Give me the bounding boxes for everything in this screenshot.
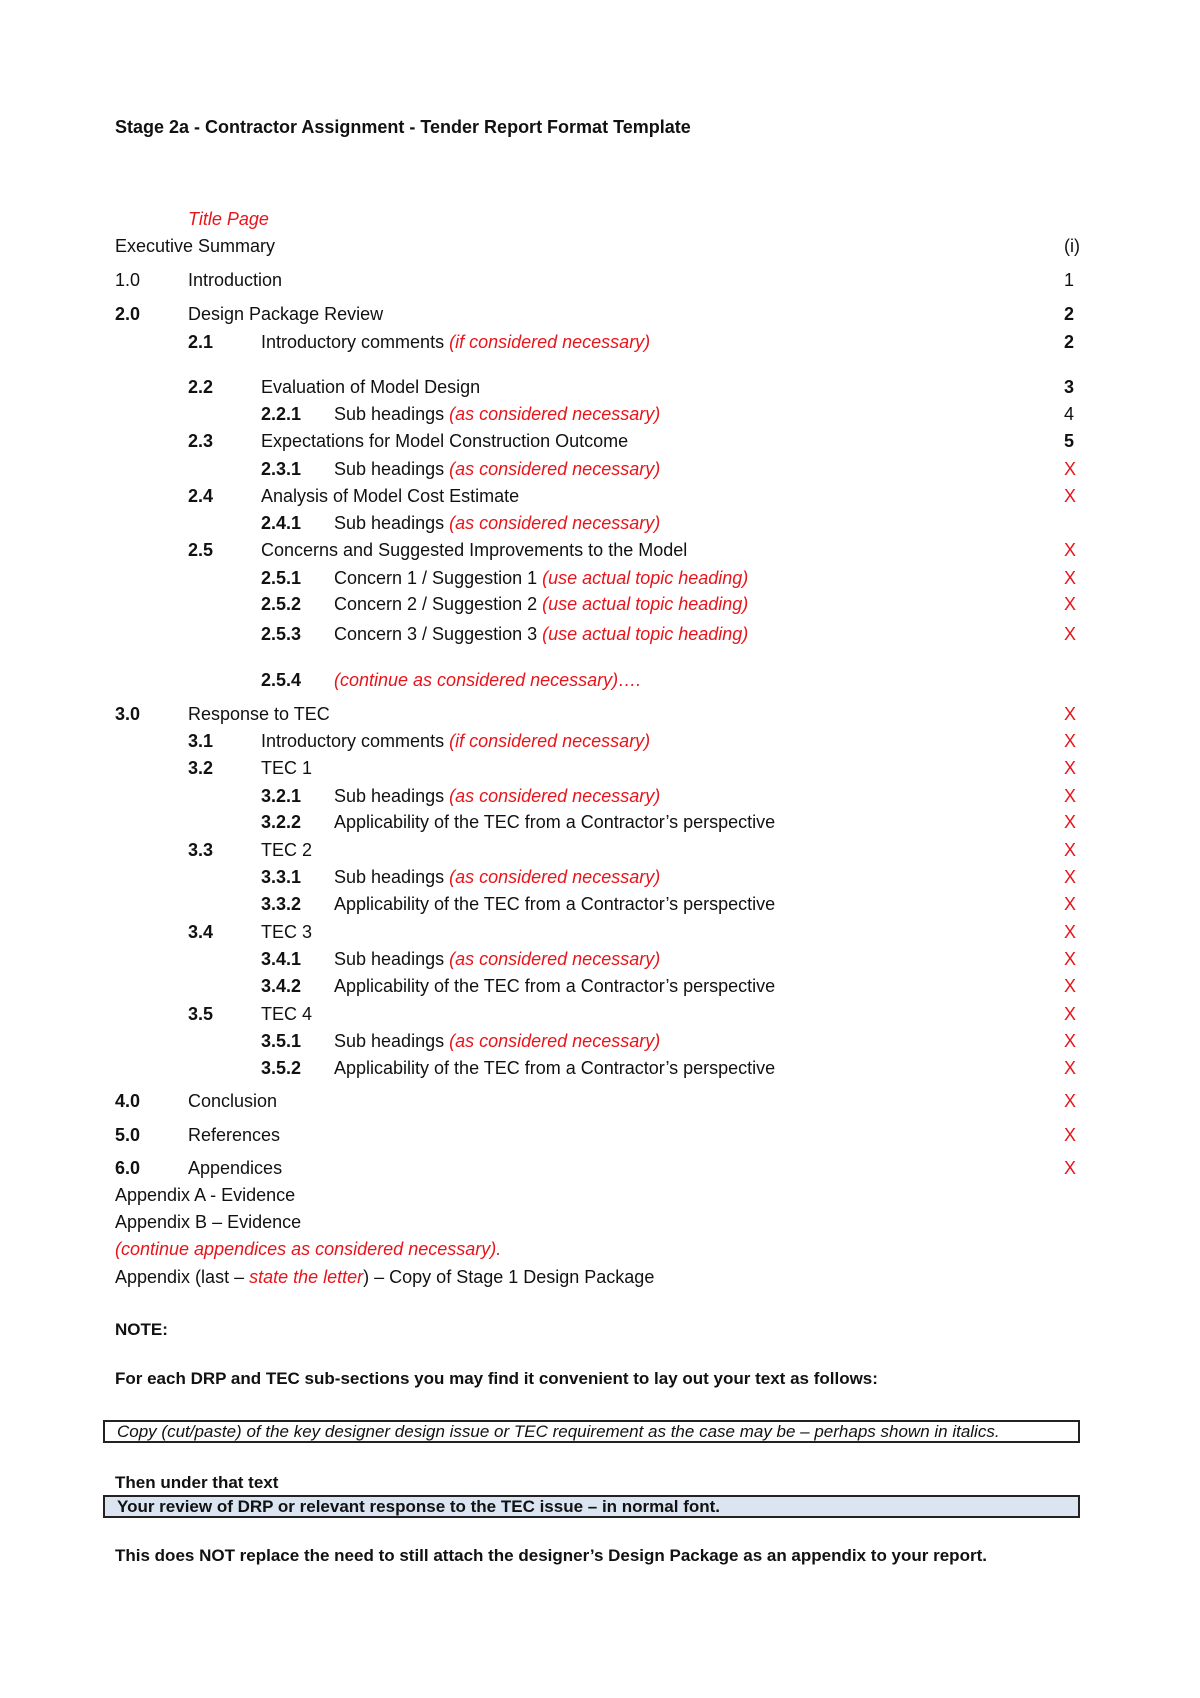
toc-row	[0, 1057, 1200, 1079]
appendix-last: Appendix (last – state the letter) – Copy of Stage 1 Design Package	[115, 1267, 655, 1287]
toc-num: 6.0	[115, 1158, 141, 1178]
toc-row	[0, 1030, 1200, 1052]
toc-num: 3.5.1	[261, 1031, 302, 1051]
appendix-line	[0, 1238, 1200, 1260]
toc-text: References	[188, 1125, 281, 1145]
toc-row	[0, 1124, 1200, 1146]
toc-page: X	[1064, 976, 1077, 996]
toc-row	[0, 303, 1200, 325]
toc-page: 2	[1064, 304, 1075, 324]
toc-num: 2.3.1	[261, 459, 302, 479]
toc-text: Concern 2 / Suggestion 2 (use actual topic heading)	[334, 594, 749, 614]
toc-num: 2.5	[188, 540, 214, 560]
toc-text: Introductory comments (if considered necessary)	[261, 731, 651, 751]
toc-row	[0, 1157, 1200, 1179]
toc-text: Concern 3 / Suggestion 3 (use actual topic heading)	[334, 624, 749, 644]
toc-row	[0, 948, 1200, 970]
toc-num: 3.3.2	[261, 894, 302, 914]
toc-num: 2.5.2	[261, 594, 302, 614]
toc-page: X	[1064, 594, 1077, 614]
toc-num: 3.2.2	[261, 812, 302, 832]
toc-text: TEC 2	[261, 840, 313, 860]
appendix-line	[0, 1211, 1200, 1233]
toc-text: TEC 4	[261, 1004, 313, 1024]
toc-row	[0, 235, 1200, 257]
toc-page: X	[1064, 949, 1077, 969]
toc-page: X	[1064, 624, 1077, 644]
toc-text: TEC 3	[261, 922, 313, 942]
toc-text: Introduction	[188, 270, 283, 290]
toc-page: X	[1064, 486, 1077, 506]
toc-row	[0, 1003, 1200, 1025]
toc-text: Response to TEC	[188, 704, 330, 724]
toc-num: 2.2.1	[261, 404, 302, 424]
example-box-normal: Your review of DRP or relevant response to the TEC issue – in normal font.	[103, 1495, 1080, 1518]
toc-text: (continue as considered necessary)….	[334, 670, 642, 690]
toc-page: X	[1064, 758, 1077, 778]
toc-page: X	[1064, 1004, 1077, 1024]
toc-num: 2.4.1	[261, 513, 302, 533]
toc-text: Design Package Review	[188, 304, 384, 324]
toc-row	[0, 593, 1200, 615]
toc-row	[0, 430, 1200, 452]
toc-page: X	[1064, 1125, 1077, 1145]
toc-num: 3.5.2	[261, 1058, 302, 1078]
toc-num: 2.3	[188, 431, 214, 451]
toc-row	[0, 866, 1200, 888]
note-then: Then under that text	[115, 1473, 279, 1492]
toc-page: X	[1064, 459, 1077, 479]
toc-num: 3.0	[115, 704, 141, 724]
toc-num: 3.5	[188, 1004, 214, 1024]
toc-page: X	[1064, 1091, 1077, 1111]
toc-text: Sub headings (as considered necessary)	[334, 786, 661, 806]
note-intro: For each DRP and TEC sub-sections you may find it convenient to lay out your text as follows:	[115, 1369, 878, 1388]
toc-text: Conclusion	[188, 1091, 278, 1111]
toc-text: Sub headings (as considered necessary)	[334, 867, 661, 887]
toc-text: Appendices	[188, 1158, 283, 1178]
toc-page: (i)	[1064, 236, 1080, 256]
toc-text: Sub headings (as considered necessary)	[334, 949, 661, 969]
toc-page: 4	[1064, 404, 1075, 424]
toc-num: 2.5.4	[261, 670, 302, 690]
toc-num: 4.0	[115, 1091, 141, 1111]
appendix-line	[0, 1184, 1200, 1206]
toc-page: X	[1064, 867, 1077, 887]
note-label: NOTE:	[115, 1320, 168, 1339]
toc-row	[0, 893, 1200, 915]
toc-text: Sub headings (as considered necessary)	[334, 513, 661, 533]
toc-row	[0, 811, 1200, 833]
appendix-line	[0, 1266, 1200, 1288]
toc-title-page-label: Title Page	[188, 209, 269, 229]
toc-num: 3.4	[188, 922, 214, 942]
toc-row	[0, 1090, 1200, 1112]
toc-text: Evaluation of Model Design	[261, 377, 481, 397]
toc-num: 2.5.3	[261, 624, 302, 644]
toc-text: Concern 1 / Suggestion 1 (use actual topic heading)	[334, 568, 749, 588]
toc-page: 5	[1064, 431, 1075, 451]
toc-row	[0, 403, 1200, 425]
toc-text: Introductory comments (if considered necessary)	[261, 332, 651, 352]
toc-text: Concerns and Suggested Improvements to the Model	[261, 540, 688, 560]
toc-page: X	[1064, 922, 1077, 942]
note-final: This does NOT replace the need to still attach the designer’s Design Package as an appendix to your report.	[115, 1546, 987, 1565]
toc-row	[0, 458, 1200, 480]
toc-num: 3.4.2	[261, 976, 302, 996]
toc-row	[0, 485, 1200, 507]
toc-row	[0, 975, 1200, 997]
toc-row	[0, 331, 1200, 353]
toc-num: 2.2	[188, 377, 214, 397]
toc-row	[0, 269, 1200, 291]
toc-text: Sub headings (as considered necessary)	[334, 459, 661, 479]
toc-page: 2	[1064, 332, 1075, 352]
example-box-italic: Copy (cut/paste) of the key designer design issue or TEC requirement as the case may be – perhaps shown in italics.	[103, 1420, 1080, 1443]
appendix-continue: (continue appendices as considered necessary).	[115, 1239, 502, 1259]
toc-num: 2.0	[115, 304, 141, 324]
toc-text: Expectations for Model Construction Outcome	[261, 431, 629, 451]
toc-row	[0, 623, 1200, 645]
toc-text: Applicability of the TEC from a Contractor’s perspective	[334, 976, 776, 996]
toc-num: 3.4.1	[261, 949, 302, 969]
toc-num: 2.1	[188, 332, 214, 352]
toc-page: X	[1064, 1031, 1077, 1051]
toc-num: 3.3.1	[261, 867, 302, 887]
toc-row	[0, 730, 1200, 752]
toc-page: 1	[1064, 270, 1075, 290]
toc-text: Analysis of Model Cost Estimate	[261, 486, 520, 506]
toc-page: 3	[1064, 377, 1075, 397]
toc-text: Applicability of the TEC from a Contractor’s perspective	[334, 1058, 776, 1078]
toc-page: X	[1064, 704, 1077, 724]
appendix-b: Appendix B – Evidence	[115, 1212, 302, 1232]
appendix-a: Appendix A - Evidence	[115, 1185, 296, 1205]
toc-row	[0, 669, 1200, 691]
toc-num: 1.0	[115, 270, 141, 290]
toc-page: X	[1064, 840, 1077, 860]
toc-num: 5.0	[115, 1125, 141, 1145]
toc-row	[0, 539, 1200, 561]
toc-num: 3.1	[188, 731, 214, 751]
toc-num: 2.4	[188, 486, 214, 506]
toc-row	[0, 839, 1200, 861]
toc-row	[0, 785, 1200, 807]
toc-text: Executive Summary	[115, 236, 276, 256]
toc-row	[0, 757, 1200, 779]
toc-num: 3.3	[188, 840, 214, 860]
toc-row	[0, 512, 1200, 534]
toc-row	[0, 921, 1200, 943]
toc-num: 2.5.1	[261, 568, 302, 588]
toc-text: TEC 1	[261, 758, 313, 778]
toc-text: Sub headings (as considered necessary)	[334, 404, 661, 424]
toc-page: X	[1064, 1158, 1077, 1178]
toc-page: X	[1064, 731, 1077, 751]
toc-num: 3.2	[188, 758, 214, 778]
toc-num: 3.2.1	[261, 786, 302, 806]
toc-page: X	[1064, 894, 1077, 914]
toc-page: X	[1064, 786, 1077, 806]
document-title: Stage 2a - Contractor Assignment - Tender Report Format Template	[115, 117, 691, 137]
toc-title-page	[0, 208, 1200, 230]
toc-text: Applicability of the TEC from a Contractor’s perspective	[334, 812, 776, 832]
toc-page: X	[1064, 540, 1077, 560]
toc-page: X	[1064, 812, 1077, 832]
toc-text: Sub headings (as considered necessary)	[334, 1031, 661, 1051]
toc-text: Applicability of the TEC from a Contractor’s perspective	[334, 894, 776, 914]
toc-row	[0, 376, 1200, 398]
toc-page: X	[1064, 1058, 1077, 1078]
toc-row	[0, 567, 1200, 589]
toc-page: X	[1064, 568, 1077, 588]
toc-row	[0, 703, 1200, 725]
